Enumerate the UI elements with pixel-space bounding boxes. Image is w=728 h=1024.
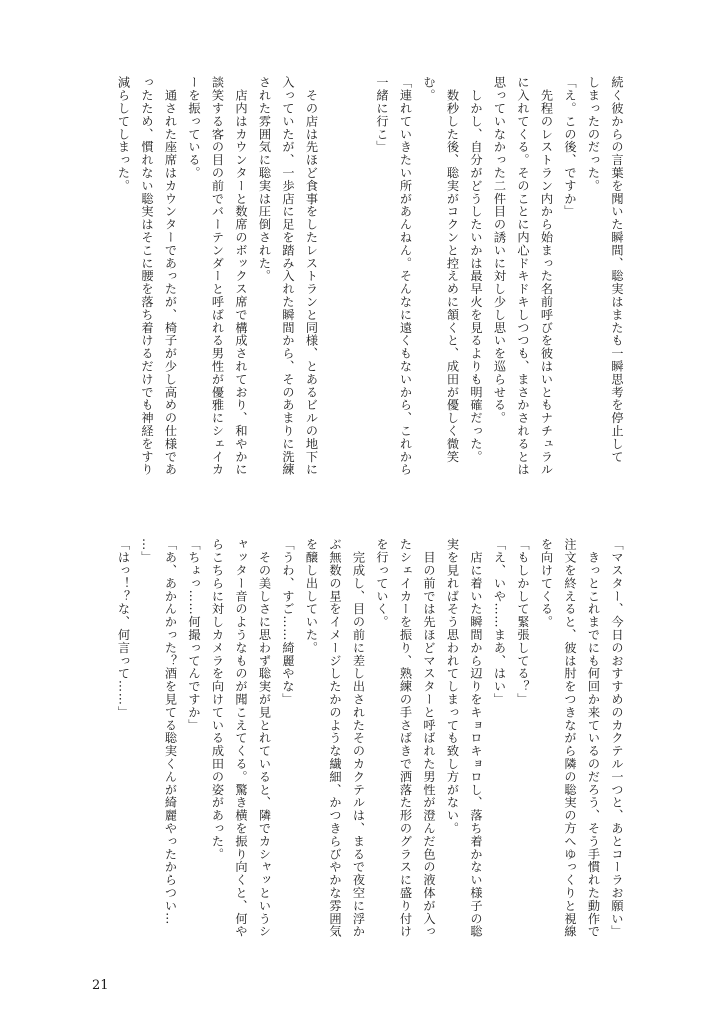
text-line: きっとこれまでにも何回か来ているのだろう、そう手慣れた動作で xyxy=(586,538,601,938)
text-line: 通された座席はカウンターであったが、椅子が少し高めの仕様であ xyxy=(163,76,178,476)
text-line: 入っていたが、一歩店に足を踏み入れた瞬間から、そのあまりに洗練 xyxy=(281,76,295,476)
text-block-bottom xyxy=(111,538,628,958)
text-line: ったため、慣れない聡実はそこに腰を落ち着けるだけでも神経をすり xyxy=(140,76,154,476)
text-line: しまったのだった。 xyxy=(586,76,601,193)
text-line: 「ちょっ……何撮ってんですか」 xyxy=(187,538,201,732)
text-line: 「え。この後、ですか」 xyxy=(563,76,577,218)
text-line: 「あ、あかんかった？酒を見てる聡実くんが綺麗やったからつい… xyxy=(163,538,178,925)
text-line: 「もしかして緊張してる？」 xyxy=(516,538,530,706)
text-line: 「マスター、今日のおすすめのカクテル一つと、あとコーラお願い」 xyxy=(610,538,624,938)
text-line: ぶ無数の星をイメージしたかのような繊細、かつきらびやかな雰囲気 xyxy=(328,538,342,938)
text-line: む。 xyxy=(422,76,436,102)
text-line: ーを振っている。 xyxy=(187,76,201,180)
text-line: を醸し出していた。 xyxy=(304,538,319,655)
text-line: 「うわ、すご……綺麗やな」 xyxy=(281,538,295,706)
text-line: 数秒した後、聡実がコクンと控えめに頷くと、成田が優しく微笑 xyxy=(445,76,460,463)
text-line: らこちらに対しカメラを向けている成田の姿があった。 xyxy=(210,538,225,861)
text-line: に入れてくる。そのことに内心ドキドキしつつも、まさかされるとは xyxy=(516,76,530,476)
text-line: 思っていなかった二件目の誘いに対し少し思いを巡らせる。 xyxy=(492,76,507,425)
text-line: 実を見ればそう思われてしまっても致し方がない。 xyxy=(445,538,460,835)
text-line: 目の前では先ほどマスターと呼ばれた男性が澄んだ色の液体が入っ xyxy=(422,538,436,938)
text-block-top xyxy=(111,76,628,496)
text-line: 続く彼からの言葉を聞いた瞬間、聡実はまたも一瞬思考を停止して xyxy=(610,76,624,463)
blank-line xyxy=(323,76,347,496)
text-line: その美しさに思わず聡実が見とれていると、隣でカシャッというシ xyxy=(257,538,272,938)
text-line: …」 xyxy=(140,538,154,564)
blank-line xyxy=(346,76,370,496)
text-line: 先程のレストラン内から始まった名前呼びを彼はいともナチュラル xyxy=(539,76,554,476)
text-line: たシェイカーを振り、熟練の手さばきで洒落た形のグラスに盛り付け xyxy=(398,538,413,938)
text-line: 注文を終えると、彼は肘をつきながら隣の聡実の方へゆっくりと視線 xyxy=(563,538,577,938)
text-line: 談笑する客の目の前でバーテンダーと呼ばれる男性が優雅にシェイカ xyxy=(210,76,225,476)
text-line: 「え、いや……まあ、はい」 xyxy=(492,538,507,706)
text-line: を向けてくる。 xyxy=(539,538,554,629)
page-number: 21 xyxy=(92,978,109,993)
text-line: 完成し、目の前に差し出されたそのカクテルは、まるで夜空に浮か xyxy=(351,538,366,938)
text-line: を行っていく。 xyxy=(375,538,389,629)
text-line: その店は先ほど食事をしたレストランと同様、とあるビルの地下に xyxy=(304,76,319,476)
text-line: 「連れていきたい所があんねん。そんなに遠くもないから、これから xyxy=(398,76,413,476)
text-line: された雰囲気に聡実は圧倒された。 xyxy=(257,76,272,283)
text-line: 店に着いた瞬間から辺りをキョロキョロし、落ち着かない様子の聡 xyxy=(469,538,483,938)
text-line: 減らしてしまった。 xyxy=(116,76,131,193)
text-line: ャッター音のようなものが聞こえてくる。驚き横を振り向くと、何や xyxy=(234,538,248,938)
text-line: 「はっ！？な、何言って……」 xyxy=(116,538,131,719)
text-line: 一緒に行こ」 xyxy=(375,76,389,154)
text-line: 店内はカウンターと数席のボックス席で構成されており、和やかに xyxy=(234,76,248,476)
text-line: しかし、自分がどうしたいかは最早火を見るよりも明確だった。 xyxy=(469,76,483,463)
